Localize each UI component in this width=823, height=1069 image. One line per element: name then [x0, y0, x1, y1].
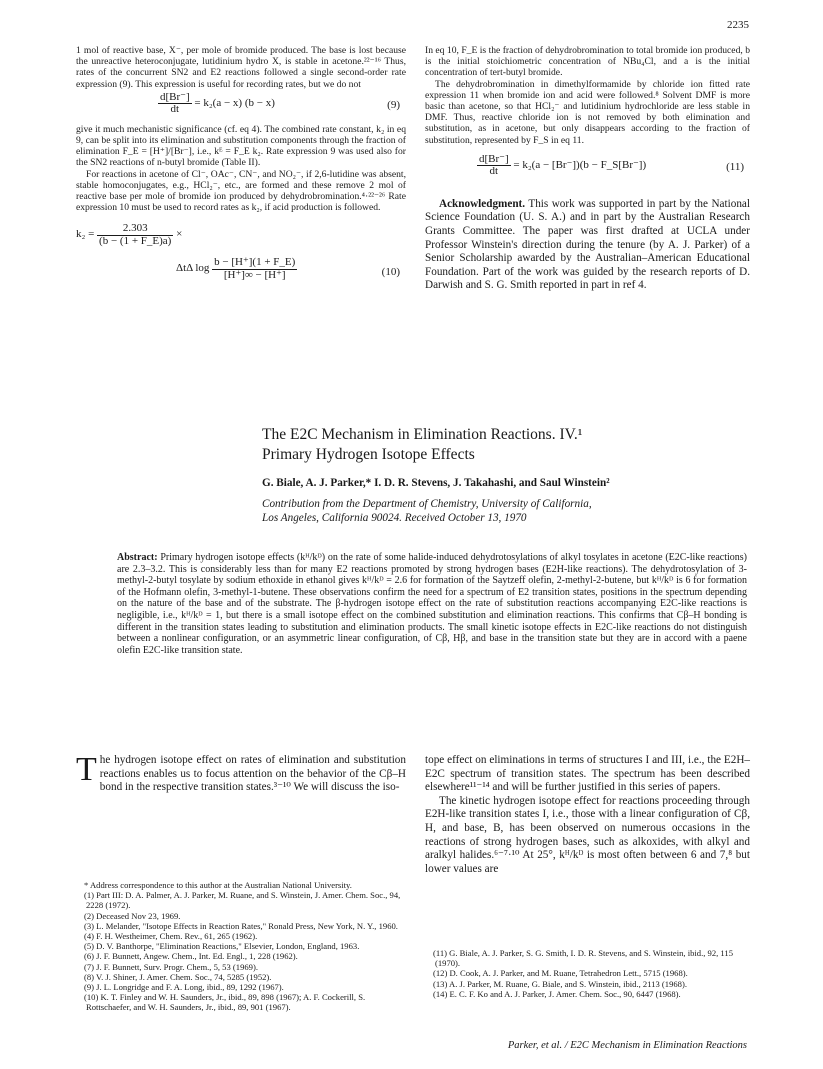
left-paragraph-2: give it much mechanistic significance (cf. eq 4). The combined rate constant, k₂ in eq 9, can be split into its elimination and substitution components through the fraction of elimination F_E = [H⁺]/[Br⁻], i.e., kᴱ = F_E k₂. Rate expression 9 was used also for the SN2 reactions of n-butyl bromide (Table II).	[76, 123, 406, 169]
body-left-text: he hydrogen isotope effect on rates of elimination and substitution reactions enables us to focus attention on the behavior of the Cβ–H bond in the respective transition states.³⁻¹⁰ We will discuss the iso-	[99, 754, 406, 794]
reference-item: (2) Deceased Nov 23, 1969.	[84, 910, 181, 921]
authors: G. Biale, A. J. Parker,* I. D. R. Stevens, J. Takahashi, and Saul Winstein²	[262, 477, 610, 489]
article-title	[262, 425, 732, 465]
reference-item: (1) Part III: D. A. Palmer, A. J. Parker, M. Ruane, and S. Winstein, J. Amer. Chem. Soc., 94, 2228 (1972).	[84, 890, 401, 911]
eq11-numerator: d[Br⁻]	[479, 152, 509, 165]
left-paragraph-1: 1 mol of reactive base, X⁻, per mole of bromide produced. The base is lost because the unreactive heteroconjugate, lutidinium hydro X, is stable in acetone.²²⁻¹⁶ Thus, rates of the concurrent SN2 and E2 reactions followed a single second-order rate expression (9). This expression is useful for recording rates, but we do not	[76, 45, 406, 90]
eq10-label: (10)	[381, 266, 400, 279]
equation-11	[425, 152, 750, 190]
eq10-numerator-1: 2.303	[97, 223, 173, 235]
body-left	[76, 751, 406, 795]
eq10-k2: k₂ =	[76, 228, 95, 241]
reference-item: (13) A. J. Parker, M. Ruane, G. Biale, and S. Winstein, ibid., 2113 (1968).	[433, 978, 687, 989]
eq10-numerator-2: b − [H⁺](1 + F_E)	[214, 256, 296, 269]
reference-item: (10) K. T. Finley and W. H. Saunders, Jr., ibid., 89, 898 (1967); A. F. Cockerill, S. Rottschaefer, and W. H. Saunders, Jr., ibid., 89, 901 (1967).	[84, 992, 366, 1013]
eq10-denominator-1: (b − (1 + F_E)a)	[99, 234, 172, 247]
eq9-denominator: dt	[170, 103, 180, 116]
reference-item: (5) D. V. Banthorpe, "Elimination Reactions," Elsevier, London, England, 1963.	[84, 941, 360, 952]
body-right	[425, 754, 750, 876]
abstract-text: Primary hydrogen isotope effects (kᴴ/kᴰ) on the rate of some halide-induced dehydrotosylations of alkyl tosylates in acetone (E2C-like reactions) are 2.3–3.2. This is considerably less than for many E2 reactions promoted by strong hydrogen bases (E2H-like reactions). The dehydrotosylation of 3-methyl-2-butyl tosylate by sodium ethoxide in ethanol gives kᴴ/kᴰ = 2.6 for formation of the Saytzeff olefin, 2-methyl-2-butene, but kᴴ/kᴰ is 6 for formation of the Hofmann olefin, 3-methyl-1-butene. These observations confirm the need for a spectrum of E2 transition states, positions in the spectrum depending on the nature of the base and of the substrate. The β-hydrogen isotope effect on the rate of substitution reactions accompanying E2C-like reactions is negligible, i.e., kᴴ/kᴰ = 1, but there is a small isotope effect on the combined substitution and elimination reactions. This confirms that Cβ–H bonding is different in the transition states leading to substitution and elimination products. The small kinetic isotope effects in E2C-like reactions do not distinguish between a nonlinear configuration, or an asymmetric linear configuration, of Cβ, Hβ, and base in the transition state but they are in accord with a paene olefin E2C-like transition state.	[117, 552, 747, 656]
affiliation-line-2: Los Angeles, California 90024. Received October 13, 1970	[262, 512, 527, 524]
eq11-rhs: = k₂(a − [Br⁻])(b − F_S[Br⁻])	[513, 159, 647, 172]
acknowledgment	[425, 198, 750, 293]
right-column	[425, 45, 750, 293]
affiliation-line-1: Contribution from the Department of Chemistry, University of California,	[262, 498, 592, 510]
reference-item: * Address correspondence to this author at the Australian National University.	[84, 880, 352, 890]
eq9-numerator: d[Br⁻]	[160, 90, 190, 103]
eq11-fraction	[477, 154, 511, 177]
reference-item: (6) J. F. Bunnett, Angew. Chem., Int. Ed. Engl., 1, 228 (1962).	[84, 951, 298, 962]
eq9-label: (9)	[387, 98, 400, 111]
abstract	[117, 552, 747, 656]
eq10-times: ×	[176, 228, 183, 241]
reference-item: (7) J. F. Bunnett, Surv. Progr. Chem., 5, 53 (1969).	[84, 961, 258, 972]
eq10-delta-log: ΔtΔ log	[176, 262, 210, 275]
references-left	[76, 880, 406, 1013]
eq10-fraction-1	[97, 223, 173, 246]
page-number: 2235	[727, 19, 749, 31]
title-line-2: Primary Hydrogen Isotope Effects	[262, 446, 475, 463]
eq11-label: (11)	[726, 160, 744, 173]
abstract-label: Abstract:	[117, 552, 158, 563]
affiliation	[262, 497, 742, 525]
eq9-rhs: = k₂(a − x) (b − x)	[194, 97, 275, 110]
drop-cap: T	[76, 751, 97, 788]
eq10-fraction-2	[212, 257, 297, 280]
references-right	[425, 948, 750, 999]
reference-item: (11) G. Biale, A. J. Parker, S. G. Smith, I. D. R. Stevens, and S. Winstein, ibid., 92, 115 (1970).	[433, 948, 733, 969]
eq10-denominator-2: [H⁺]∞ − [H⁺]	[223, 268, 286, 281]
acknowledgment-text: This work was supported in part by the National Science Foundation (U. S. A.) and in part by the Australian Research Grants Committee. The paper was first drafted at UCLA under Professor Winstein's direction during the tenure (by A. J. Parker) of a Senior Scholarship awarded by the Australian–American Educational Foundation. Part of the work was guided by the research reports of D. Darwish and S. G. Smith reported in part in ref 4.	[425, 197, 750, 292]
eq9-fraction	[158, 92, 192, 115]
reference-item: (8) V. J. Shiner, J. Amer. Chem. Soc., 74, 5285 (1952).	[84, 971, 272, 982]
acknowledgment-heading: Acknowledgment.	[439, 197, 526, 210]
body-right-paragraph-2: The kinetic hydrogen isotope effect for reactions proceeding through E2H-like transition states I, i.e., those with a linear configuration of Cβ, H, and base, B, has been observed on numerous occasions in the reactions of strong hydrogen bases, such as alkoxides, with alkyl and aralkyl halides.⁶⁻⁷·¹⁰ At 25°, kᴴ/kᴰ is most often between 6 and 7,⁸ but lower values are	[425, 794, 750, 875]
right-paragraph-1: In eq 10, F_E is the fraction of dehydrobromination to total bromide ion produced, b is the initial stoichiometric concentration of NBu₄Cl, and a is the initial concentration of tert-butyl bromide.	[425, 45, 750, 79]
body-right-paragraph-1: tope effect on eliminations in terms of structures I and III, i.e., the E2H–E2C spectrum of transition states. The spectrum has been described elsewhere¹¹⁻¹⁴ and will be further justified in this series of papers.	[425, 754, 750, 794]
reference-item: (4) F. H. Westheimer, Chem. Rev., 61, 265 (1962).	[84, 931, 258, 942]
left-column	[76, 45, 406, 295]
equation-10	[76, 217, 406, 295]
left-paragraph-3: For reactions in acetone of Cl⁻, OAc⁻, CN⁻, and NO₂⁻, if 2,6-lutidine was absent, stable homoconjugates, e.g., HCl₂⁻, etc., are formed and these remove 2 mol of reactive base per mole of bromide ion produced by dehydrobromination.⁴·²²⁻²⁶ Rate expression 10 must be used to record rates as k₂, if acid production is followed.	[76, 168, 406, 214]
reference-item: (12) D. Cook, A. J. Parker, and M. Ruane, Tetrahedron Lett., 5715 (1968).	[433, 968, 688, 979]
reference-item: (3) L. Melander, "Isotope Effects in Reaction Rates," Ronald Press, New York, N. Y., 1960.	[84, 920, 398, 931]
reference-item: (14) E. C. F. Ko and A. J. Parker, J. Amer. Chem. Soc., 90, 6447 (1968).	[433, 988, 681, 999]
equation-9	[76, 90, 406, 124]
reference-item: (9) J. L. Longridge and F. A. Long, ibid., 89, 1292 (1967).	[84, 982, 284, 993]
right-paragraph-2: The dehydrobromination in dimethylformamide by chloride ion fitted rate expression 11 when bromide ion and acid were followed.⁸ Solvent DMF is more basic than acetone, so that HCl₂⁻ and lutidinium hydrochloride are less stable in DMF. Thus, reactive chloride ion is not removed by both elimination and substitution, as in acetone, but only disappears according to the fraction of substitution, represented by F_S in eq 11.	[425, 78, 750, 146]
running-footer: Parker, et al. / E2C Mechanism in Elimination Reactions	[507, 1040, 747, 1051]
eq11-denominator: dt	[489, 165, 499, 178]
title-line-1: The E2C Mechanism in Elimination Reactions. IV.¹	[262, 426, 583, 443]
